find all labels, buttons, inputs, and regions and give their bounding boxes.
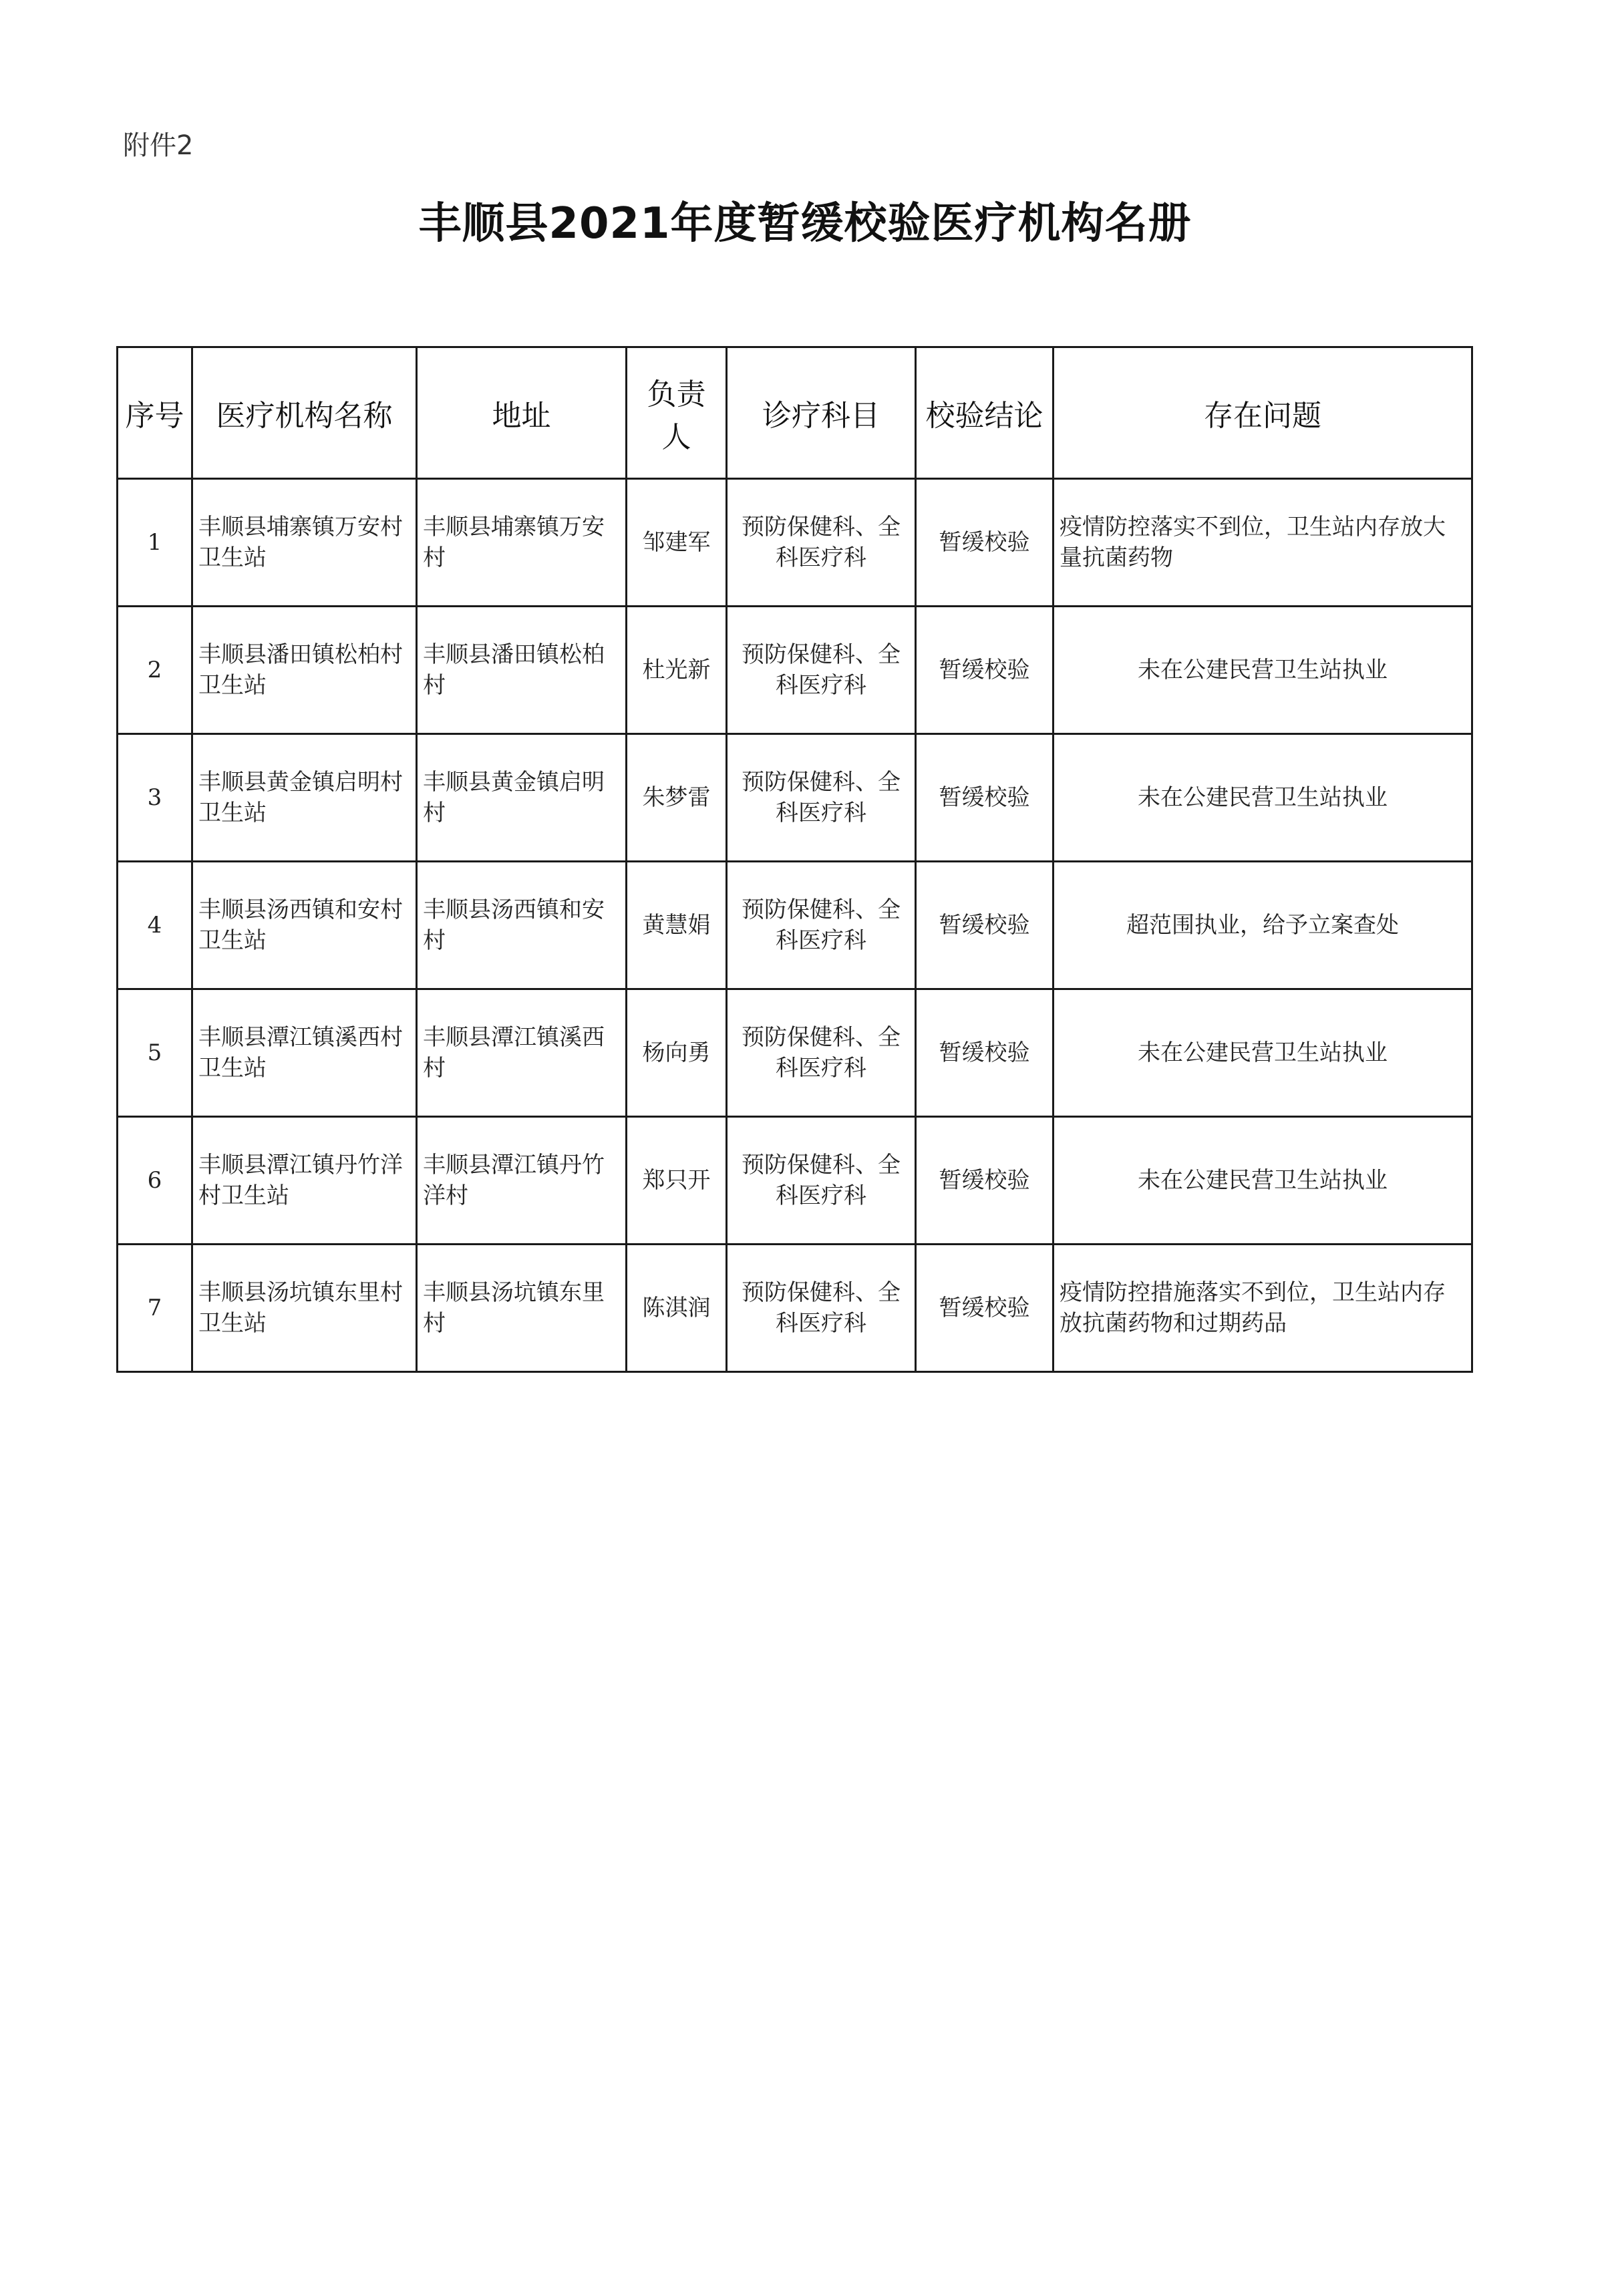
cell-person: 陈淇润: [627, 1245, 727, 1372]
attachment-label: 附件2: [123, 130, 194, 161]
cell-issue: 未在公建民营卫生站执业: [1054, 607, 1472, 734]
cell-address: 丰顺县汤坑镇东里村: [417, 1245, 627, 1372]
cell-department: 预防保健科、全科医疗科: [727, 862, 916, 989]
cell-person: 郑只开: [627, 1117, 727, 1245]
cell-result: 暂缓校验: [916, 1117, 1054, 1245]
cell-name: 丰顺县埔寨镇万安村卫生站: [192, 479, 417, 607]
cell-result: 暂缓校验: [916, 734, 1054, 862]
cell-department: 预防保健科、全科医疗科: [727, 607, 916, 734]
cell-result: 暂缓校验: [916, 479, 1054, 607]
cell-department: 预防保健科、全科医疗科: [727, 479, 916, 607]
cell-department: 预防保健科、全科医疗科: [727, 1117, 916, 1245]
cell-address: 丰顺县潭江镇丹竹洋村: [417, 1117, 627, 1245]
cell-department: 预防保健科、全科医疗科: [727, 734, 916, 862]
cell-department: 预防保健科、全科医疗科: [727, 989, 916, 1117]
cell-name: 丰顺县汤坑镇东里村卫生站: [192, 1245, 417, 1372]
cell-result: 暂缓校验: [916, 862, 1054, 989]
table-row: [118, 1245, 1472, 1372]
cell-result: 暂缓校验: [916, 989, 1054, 1117]
cell-person: 黄慧娟: [627, 862, 727, 989]
cell-person: 杜光新: [627, 607, 727, 734]
table-row: [118, 607, 1472, 734]
header-issue: 存在问题: [1054, 347, 1472, 479]
cell-name: 丰顺县汤西镇和安村卫生站: [192, 862, 417, 989]
table-row: [118, 862, 1472, 989]
cell-result: 暂缓校验: [916, 1245, 1054, 1372]
table-row: [118, 734, 1472, 862]
table-row: [118, 479, 1472, 607]
cell-seq: 7: [118, 1245, 192, 1372]
cell-seq: 5: [118, 989, 192, 1117]
cell-issue: 疫情防控落实不到位，卫生站内存放大量抗菌药物: [1054, 479, 1472, 607]
cell-seq: 6: [118, 1117, 192, 1245]
cell-person: 朱梦雷: [627, 734, 727, 862]
cell-issue: 未在公建民营卫生站执业: [1054, 1117, 1472, 1245]
cell-seq: 2: [118, 607, 192, 734]
cell-issue: 超范围执业，给予立案查处: [1054, 862, 1472, 989]
table-row: [118, 1117, 1472, 1245]
cell-address: 丰顺县埔寨镇万安村: [417, 479, 627, 607]
cell-issue: 疫情防控措施落实不到位，卫生站内存放抗菌药物和过期药品: [1054, 1245, 1472, 1372]
header-address: 地址: [417, 347, 627, 479]
cell-name: 丰顺县黄金镇启明村卫生站: [192, 734, 417, 862]
table-header-row: [118, 347, 1472, 479]
institution-roster-table: [116, 346, 1473, 1373]
cell-person: 邹建军: [627, 479, 727, 607]
cell-department: 预防保健科、全科医疗科: [727, 1245, 916, 1372]
cell-result: 暂缓校验: [916, 607, 1054, 734]
header-name: 医疗机构名称: [192, 347, 417, 479]
header-result: 校验结论: [916, 347, 1054, 479]
cell-name: 丰顺县潭江镇丹竹洋村卫生站: [192, 1117, 417, 1245]
cell-person: 杨向勇: [627, 989, 727, 1117]
cell-name: 丰顺县潘田镇松柏村卫生站: [192, 607, 417, 734]
cell-address: 丰顺县汤西镇和安村: [417, 862, 627, 989]
cell-issue: 未在公建民营卫生站执业: [1054, 734, 1472, 862]
header-department: 诊疗科目: [727, 347, 916, 479]
cell-seq: 1: [118, 479, 192, 607]
cell-seq: 3: [118, 734, 192, 862]
cell-address: 丰顺县潘田镇松柏村: [417, 607, 627, 734]
cell-seq: 4: [118, 862, 192, 989]
document-title: 丰顺县2021年度暂缓校验医疗机构名册: [418, 199, 1192, 249]
table-row: [118, 989, 1472, 1117]
header-seq: 序号: [118, 347, 192, 479]
cell-address: 丰顺县黄金镇启明村: [417, 734, 627, 862]
cell-name: 丰顺县潭江镇溪西村卫生站: [192, 989, 417, 1117]
cell-address: 丰顺县潭江镇溪西村: [417, 989, 627, 1117]
header-person: 负责人: [627, 347, 727, 479]
cell-issue: 未在公建民营卫生站执业: [1054, 989, 1472, 1117]
